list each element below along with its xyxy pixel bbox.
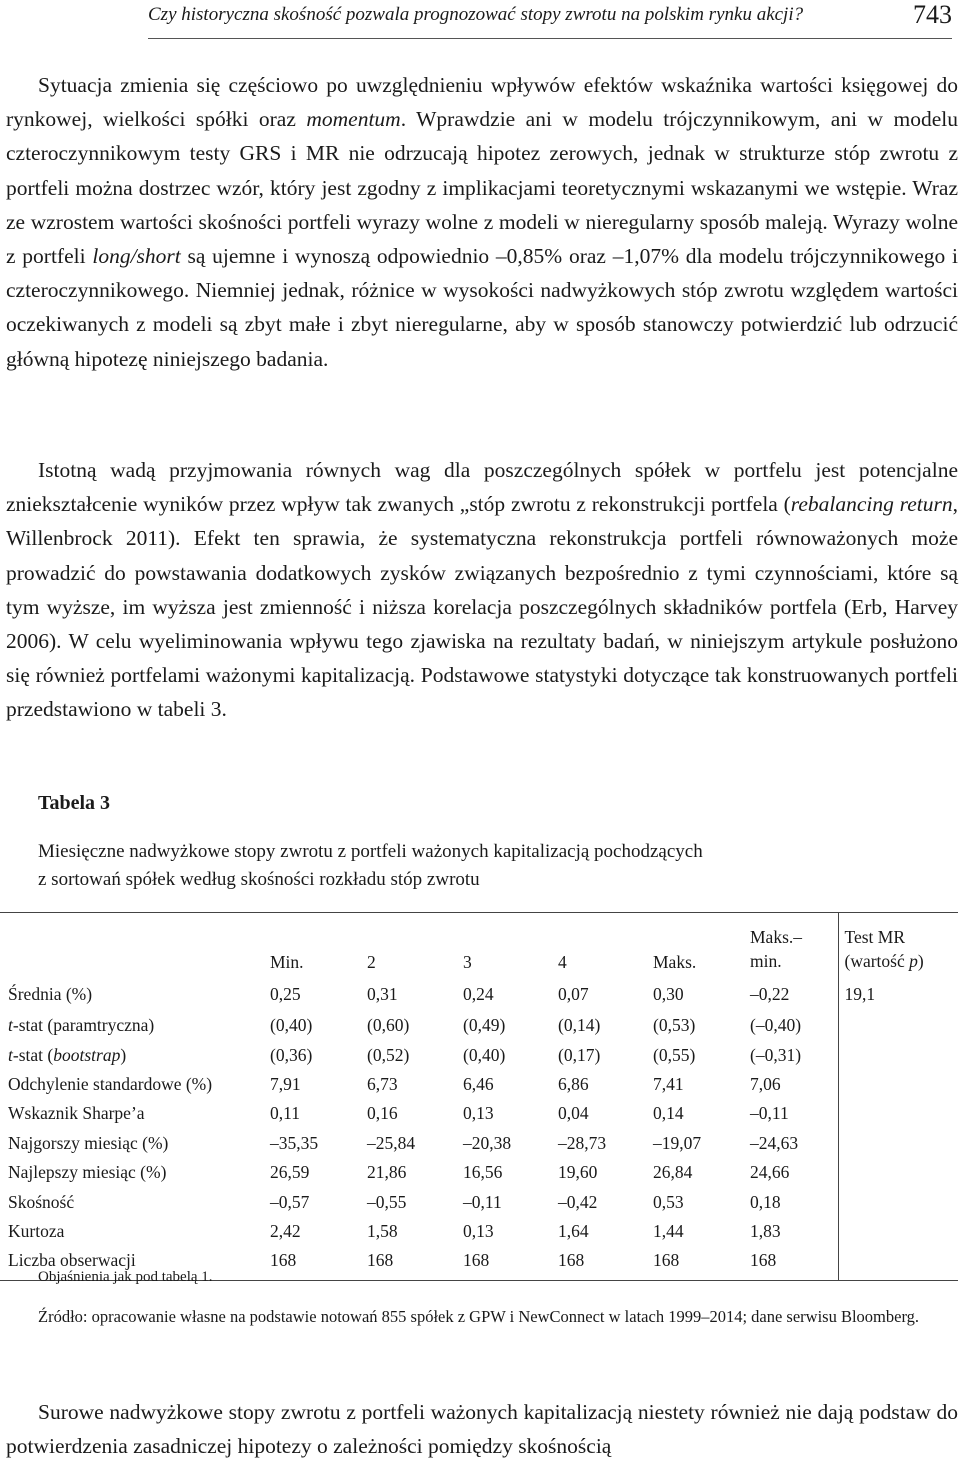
table-cell: –0,42	[558, 1191, 598, 1212]
row-label	[0, 1158, 270, 1187]
table-cell: 6,46	[463, 1073, 494, 1094]
row-label	[0, 1187, 270, 1216]
header-cell-3: 3	[463, 952, 472, 972]
row-label-emphasis-2: bootstrap	[53, 1044, 121, 1065]
table-cell-mr	[838, 1040, 958, 1069]
table-row	[0, 1217, 958, 1246]
table-cell: 0,14	[653, 1103, 684, 1124]
table-cell-mr: 19,1	[844, 983, 876, 1004]
table-cell: –25,84	[367, 1132, 416, 1153]
header-mr-p: p	[909, 951, 918, 971]
header-mr-prefix: (wartość	[844, 951, 910, 971]
table-cell: 0,13	[463, 1103, 494, 1124]
row-label	[0, 1129, 270, 1158]
row-label	[0, 1070, 270, 1099]
table-cell: 168	[750, 1246, 838, 1280]
table-cell: 19,60	[558, 1162, 598, 1183]
table-cell: 6,86	[558, 1073, 589, 1094]
table-cell-mr	[838, 1070, 958, 1099]
paragraph-1-text-a: Sytuacja zmienia się częściowo po uwzględnieniu wpływów efektów wskaźnika wartości księgowej do rynkowej, wielkości spółki oraz	[6, 73, 958, 132]
table-cell: 0,53	[653, 1191, 684, 1212]
table-cell-mr	[838, 1011, 958, 1040]
table-cell: 7,06	[750, 1070, 838, 1099]
table-cell: (0,17)	[558, 1044, 601, 1065]
table-caption-line-2: z sortowań spółek według skośności rozkładu stóp zwrotu	[38, 869, 480, 890]
table-row	[0, 1099, 958, 1128]
paragraph-2-emphasis-rebalancing: rebalancing return	[790, 492, 953, 517]
paragraph-1-emphasis-long-short: long/short	[92, 244, 181, 269]
table-cell: –20,38	[463, 1132, 512, 1153]
table-cell: 21,86	[367, 1162, 407, 1183]
table-cell: 168	[367, 1250, 394, 1271]
paragraph-1-text-b: . Wprawdzie ani w modelu trójczynnikowym, ani w modelu czteroczynnikowym testy GRS i MR nie odrzucają hipotez zerowych, jednak w strukturze stóp zwrotu z portfeli można dostrzec wzór, który jest zgodny z implikacjami teoretycznymi wskazanymi we wstępie. Wraz ze wzrostem wartości skośności portfeli wyrazy wolne z modeli w nieregularny sposób maleją. Wyrazy wolne z portfeli	[6, 107, 958, 269]
table-cell: 1,64	[558, 1220, 589, 1241]
paragraph-2-text-a: Istotną wadą przyjmowania równych wag dla poszczególnych spółek w portfelu jest potencjalne zniekształcenie wyników przez wpływ tak zwanych „stóp zwrotu z rekonstrukcji portfela (	[6, 458, 958, 517]
row-label	[0, 1011, 270, 1040]
row-label-text: Wskaznik Sharpe’a	[8, 1103, 145, 1124]
table-cell: (0,40)	[270, 1015, 313, 1036]
table-cell-mr	[838, 1099, 958, 1128]
table-cell: 1,83	[750, 1217, 838, 1246]
table-source: Źródło: opracowanie własne na podstawie notowań 855 spółek z GPW i NewConnect w latach 1999–2014; dane serwisu Bloomberg.	[38, 1307, 920, 1326]
table-cell: (–0,31)	[750, 1040, 838, 1069]
header-cell-mr-test	[838, 913, 958, 978]
table-cell: 168	[463, 1250, 490, 1271]
header-mr-suffix: )	[917, 951, 924, 971]
table-cell: 0,30	[653, 983, 684, 1004]
table-cell: 0,16	[367, 1103, 398, 1124]
table-cell: (0,60)	[367, 1015, 410, 1036]
table-cell: 26,84	[653, 1162, 693, 1183]
paragraph-2	[6, 453, 958, 727]
table-caption-line-1: Miesięczne nadwyżkowe stopy zwrotu z portfeli ważonych kapitalizacją pochodzących	[38, 841, 703, 862]
table-cell: 6,73	[367, 1073, 398, 1094]
table-cell-mr	[838, 1217, 958, 1246]
table-row	[0, 1070, 958, 1099]
paragraph-3-text: Surowe nadwyżkowe stopy zwrotu z portfeli ważonych kapitalizacją niestety również nie dają podstaw do potwierdzenia zasadniczej hipotezy o zależności pomiędzy skośnością	[6, 1400, 958, 1459]
table-cell: (0,55)	[653, 1044, 696, 1065]
table-cell: –0,22	[750, 977, 838, 1011]
table-cell: (–0,40)	[750, 1011, 838, 1040]
header-cell-2: 2	[367, 952, 376, 972]
table-cell: 168	[270, 1250, 297, 1271]
row-label-text: Średnia (%)	[8, 983, 93, 1004]
table-note: Objaśnienia jak pod tabelą 1.	[38, 1269, 213, 1285]
table-cell: (0,40)	[463, 1044, 506, 1065]
table-cell: (0,14)	[558, 1015, 601, 1036]
table-row	[0, 1158, 958, 1187]
table-cell: 16,56	[463, 1162, 503, 1183]
statistics-table	[0, 912, 958, 1281]
table-row	[0, 1011, 958, 1040]
running-title: Czy historyczna skośność pozwala prognozować stopy zwrotu na polskim rynku akcji?	[148, 4, 804, 25]
table-cell-mr	[838, 1129, 958, 1158]
page-number: 743	[913, 0, 952, 29]
row-label-text: Najgorszy miesiąc (%)	[8, 1132, 169, 1153]
table-body	[0, 977, 958, 1280]
table-row	[0, 1187, 958, 1216]
row-label-text: Skośność	[8, 1191, 75, 1212]
table-cell: 1,44	[653, 1220, 684, 1241]
table-cell: 26,59	[270, 1162, 310, 1183]
table-row	[0, 977, 958, 1011]
paragraph-3	[6, 1395, 958, 1463]
paragraph-1	[6, 68, 958, 376]
table-cell: 0,31	[367, 983, 398, 1004]
header-max-min-line-2: min.	[750, 951, 782, 971]
table-cell: –35,35	[270, 1132, 319, 1153]
table-cell: 0,13	[463, 1220, 494, 1241]
paragraph-2-text-b: , Willenbrock 2011). Efekt ten sprawia, że systematyczna rekonstrukcja portfeli równoważonych może prowadzić do powstawania dodatkowych zysków związanych bezpośrednio z tymi czynnościami, które są tym wyższe, im wyższa jest zmienność i niższa korelacja poszczególnych składników portfela (Erb, Harvey 2006). W celu wyeliminowania wpływu tego zjawiska na rezultaty badań, w niniejszym artykule posłużono się również portfelami ważonymi kapitalizacją. Podstawowe statystyki dotyczące tak konstruowanych portfeli przedstawiono w tabeli 3.	[6, 492, 958, 722]
table-cell: –0,11	[463, 1191, 502, 1212]
table-cell: 0,07	[558, 983, 589, 1004]
table-cell: 0,04	[558, 1103, 589, 1124]
header-cell-4: 4	[558, 952, 567, 972]
table-cell: (0,53)	[653, 1015, 696, 1036]
table-label: Tabela 3	[38, 792, 111, 814]
table-cell: 1,58	[367, 1220, 398, 1241]
row-label-text: Kurtoza	[8, 1220, 65, 1241]
table-cell: (0,36)	[270, 1044, 313, 1065]
table-row	[0, 1040, 958, 1069]
table-cell: 7,91	[270, 1073, 301, 1094]
table-cell: –28,73	[558, 1132, 607, 1153]
paragraph-1-text-c: są ujemne i wynoszą odpowiednio –0,85% oraz –1,07% dla modelu trójczynnikowego i czteroczynnikowego. Niemniej jednak, różnice w wysokości nadwyżkowych stóp zwrotu względem wartości oczekiwanych z modeli są zbyt małe i zbyt nieregularne, aby w sposób stanowczy potwierdzić lub odrzucić główną hipotezę niniejszego badania.	[6, 244, 958, 371]
row-label-emphasis: t	[8, 1015, 13, 1036]
row-label	[0, 977, 270, 1011]
row-label-text: Najlepszy miesiąc (%)	[8, 1162, 167, 1183]
table-caption	[38, 838, 918, 894]
row-label-text: -stat (	[12, 1044, 54, 1065]
row-label-emphasis: t	[8, 1044, 13, 1065]
row-label-text: Odchylenie standardowe (%)	[8, 1073, 213, 1094]
row-label-end: )	[120, 1044, 127, 1065]
header-max-min-line-1: Maks.–	[750, 927, 803, 947]
row-label-text: Liczba obserwacji	[8, 1250, 136, 1271]
table-cell: –0,57	[270, 1191, 310, 1212]
table-cell-mr	[838, 1246, 958, 1280]
table-cell: (0,52)	[367, 1044, 410, 1065]
table-cell: 7,41	[653, 1073, 684, 1094]
paragraph-1-emphasis-momentum: momentum	[306, 107, 401, 132]
row-label	[0, 1099, 270, 1128]
table-cell: 0,25	[270, 983, 301, 1004]
table-cell: 2,42	[270, 1220, 301, 1241]
row-label	[0, 1040, 270, 1069]
table-cell-mr	[838, 1187, 958, 1216]
header-mr-line-2	[845, 949, 959, 973]
table-cell: 0,11	[270, 1103, 300, 1124]
table-cell-mr	[838, 1158, 958, 1187]
table-cell: 0,24	[463, 983, 494, 1004]
row-label	[0, 1217, 270, 1246]
running-header	[0, 0, 960, 40]
table-cell: –24,63	[750, 1129, 838, 1158]
table-cell: 168	[653, 1250, 680, 1271]
table-cell: 24,66	[750, 1158, 838, 1187]
header-mr-line-1: Test MR	[844, 927, 906, 947]
table-cell: 0,18	[750, 1187, 838, 1216]
table-header-row	[0, 913, 958, 978]
table-cell: –0,55	[367, 1191, 407, 1212]
table-cell: –19,07	[653, 1132, 702, 1153]
table-cell: (0,49)	[463, 1015, 506, 1036]
row-label-text: -stat (paramtryczna)	[12, 1015, 155, 1036]
header-rule	[148, 38, 952, 39]
table-cell: 168	[558, 1250, 585, 1271]
table-row	[0, 1129, 958, 1158]
header-cell-label	[0, 913, 270, 978]
header-cell-min: Min.	[270, 952, 304, 972]
header-cell-max-min	[750, 913, 838, 978]
table-cell: –0,11	[750, 1099, 838, 1128]
header-cell-max: Maks.	[653, 952, 697, 972]
